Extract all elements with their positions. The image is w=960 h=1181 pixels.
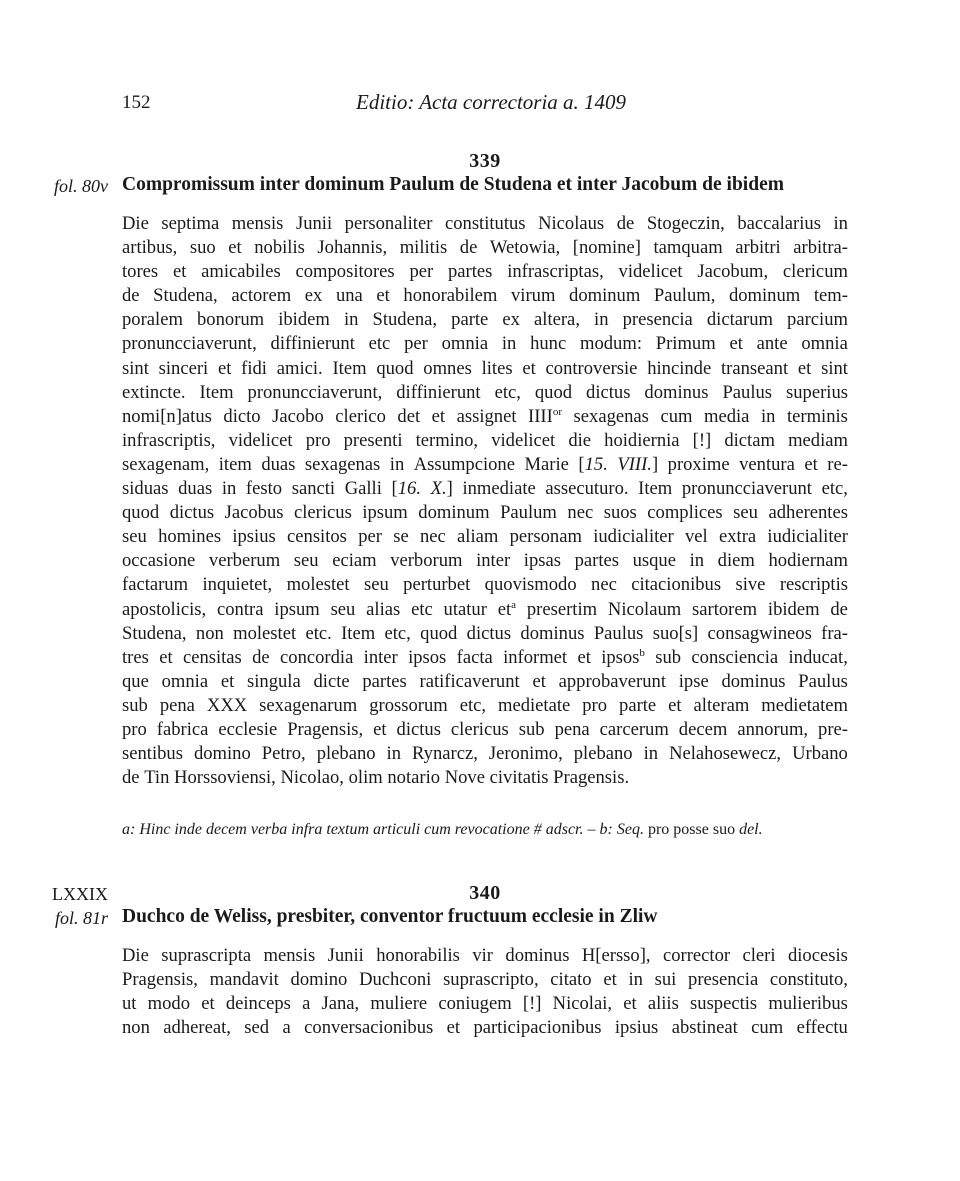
entry-title-340: Duchco de Weliss, presbiter, conventor fructuum ecclesie in Zliw: [122, 906, 658, 927]
text-line: infrascriptis, videlicet pro presenti termino, videlicet die hoidiernia [!] dictam mediam: [122, 429, 848, 451]
entry-title-339: Compromissum inter dominum Paulum de Studena et inter Jacobum de ibidem: [122, 174, 784, 195]
text-line: quod dictus Jacobus clericus ipsum dominum Paulum nec suos complices seu adherentes: [122, 502, 848, 524]
entry-number-340: 340: [469, 882, 501, 904]
footnote-339: [122, 821, 848, 839]
margin-number-lxxix: LXXIX: [52, 884, 108, 904]
footnote-b-label: b: Seq.: [599, 821, 644, 838]
footnote-b-text: pro posse suo: [643, 821, 740, 838]
text-line: Die suprascripta mensis Junii honorabilis vir dominus H[ersso], corrector cleri diocesis: [122, 945, 848, 966]
text-line: poralem bonorum ibidem in Studena, parte ex altera, in presencia dictarum parcium: [122, 309, 848, 331]
text-line: apostolicis, contra ipsum seu alias etc utatur $et^a$ presertim Nicolaum sartorem ibidem de: [122, 598, 848, 620]
entry-text-340: [122, 944, 848, 1040]
text-line: occasione verberum seu eciam verborum inter ipsas partes usque in diem hodiernam: [122, 550, 848, 572]
text-line: que omnia et singula dicte partes ratificaverunt et approbaverunt ipse dominus Paulus: [122, 670, 848, 692]
footnote-a: a: Hinc inde decem verba infra textum articuli cum revocatione # adscr.: [122, 821, 584, 838]
text-line: nomi[n]atus dicto Jacobo clerico det et assignet $IIII^{or}$ sexagenas cum media in terminis: [122, 405, 848, 427]
page-number: 152: [122, 92, 151, 113]
text-line: de Studena, actorem ex una et honorabilem virum dominum Paulum, dominum tem-: [122, 285, 848, 307]
text-line: sub pena XXX sexagenarum grossorum etc, medietate pro parte et alteram medietatem: [122, 694, 848, 716]
folio-ref-80v: fol. 80v: [54, 176, 108, 196]
text-line: pro fabrica ecclesie Pragensis, et dictus clericus sub pena carcerum decem annorum, pre-: [122, 718, 848, 740]
text-line: tores et amicabiles compositores per partes infrascriptas, videlicet Jacobum, clericum: [122, 261, 848, 283]
text-line: seu homines ipsius censitos per se nec aliam personam iudicialiter vel extra iudicialiter: [122, 526, 848, 548]
text-line: sentibus domino Petro, plebano in Rynarcz, Jeronimo, plebano in Nelahosewecz, Urbano: [122, 743, 848, 765]
text-line: extincte. Item pronuncciaverunt, diffinierunt etc, quod dictus dominus Paulus superius: [122, 381, 848, 403]
text-line: factarum inquietet, molestet seu perturbet quovismodo nec citacionibus sive rescriptis: [122, 574, 848, 596]
text-line: de Tin Horssoviensi, Nicolao, olim notario Nove civitatis Pragensis.: [122, 767, 630, 789]
text-line: Studena, non molestet etc. Item etc, quod dictus dominus Paulus suo[s] consagwineos fra-: [122, 622, 848, 644]
text-line: non adhereat, sed a conversacionibus et participacionibus ipsius abstineat cum effectu: [122, 1017, 848, 1039]
text-line: pronuncciaverunt, diffinierunt etc per omnia in hunc modum: Primum et ante omnia: [122, 333, 848, 355]
text-line: artibus, suo et nobilis Johannis, militis de Wetowia, [nomine] tamquam arbitri arbitra-: [122, 237, 848, 259]
text-line: tres et censitas de concordia inter ipsos facta informet et ipsos$^b$ sub consciencia inducat,: [122, 646, 848, 668]
footnote-b-end: del.: [739, 821, 763, 838]
folio-ref-81r: fol. 81r: [54, 908, 108, 928]
entry-number-339: 339: [469, 150, 501, 172]
text-line: siduas duas in festo sancti Galli [16. X.] inmediate assecuturo. Item pronuncciaverunt etc,: [122, 478, 848, 500]
text-line: sint sinceri et fidi amici. Item quod omnes lites et controversie hincinde transeant et sint: [122, 357, 848, 379]
footnote-separator: –: [583, 821, 600, 838]
text-line: Pragensis, mandavit domino Duchconi suprascripto, citato et in sui presencia constituto,: [122, 969, 848, 991]
text-line: ut modo et deinceps a Jana, muliere coniugem [!] Nicolai, et aliis suspectis mulieribus: [122, 993, 848, 1015]
text-line: sexagenam, item duas sexagenas in Assumpcione Marie [15. VIII.] proxime ventura et re-: [122, 453, 848, 475]
running-title: Editio: Acta correctoria a. 1409: [356, 90, 627, 114]
entry-text-339: [122, 212, 848, 790]
text-line: Die septima mensis Junii personaliter constitutus Nicolaus de Stogeczin, baccalarius in: [122, 213, 848, 234]
